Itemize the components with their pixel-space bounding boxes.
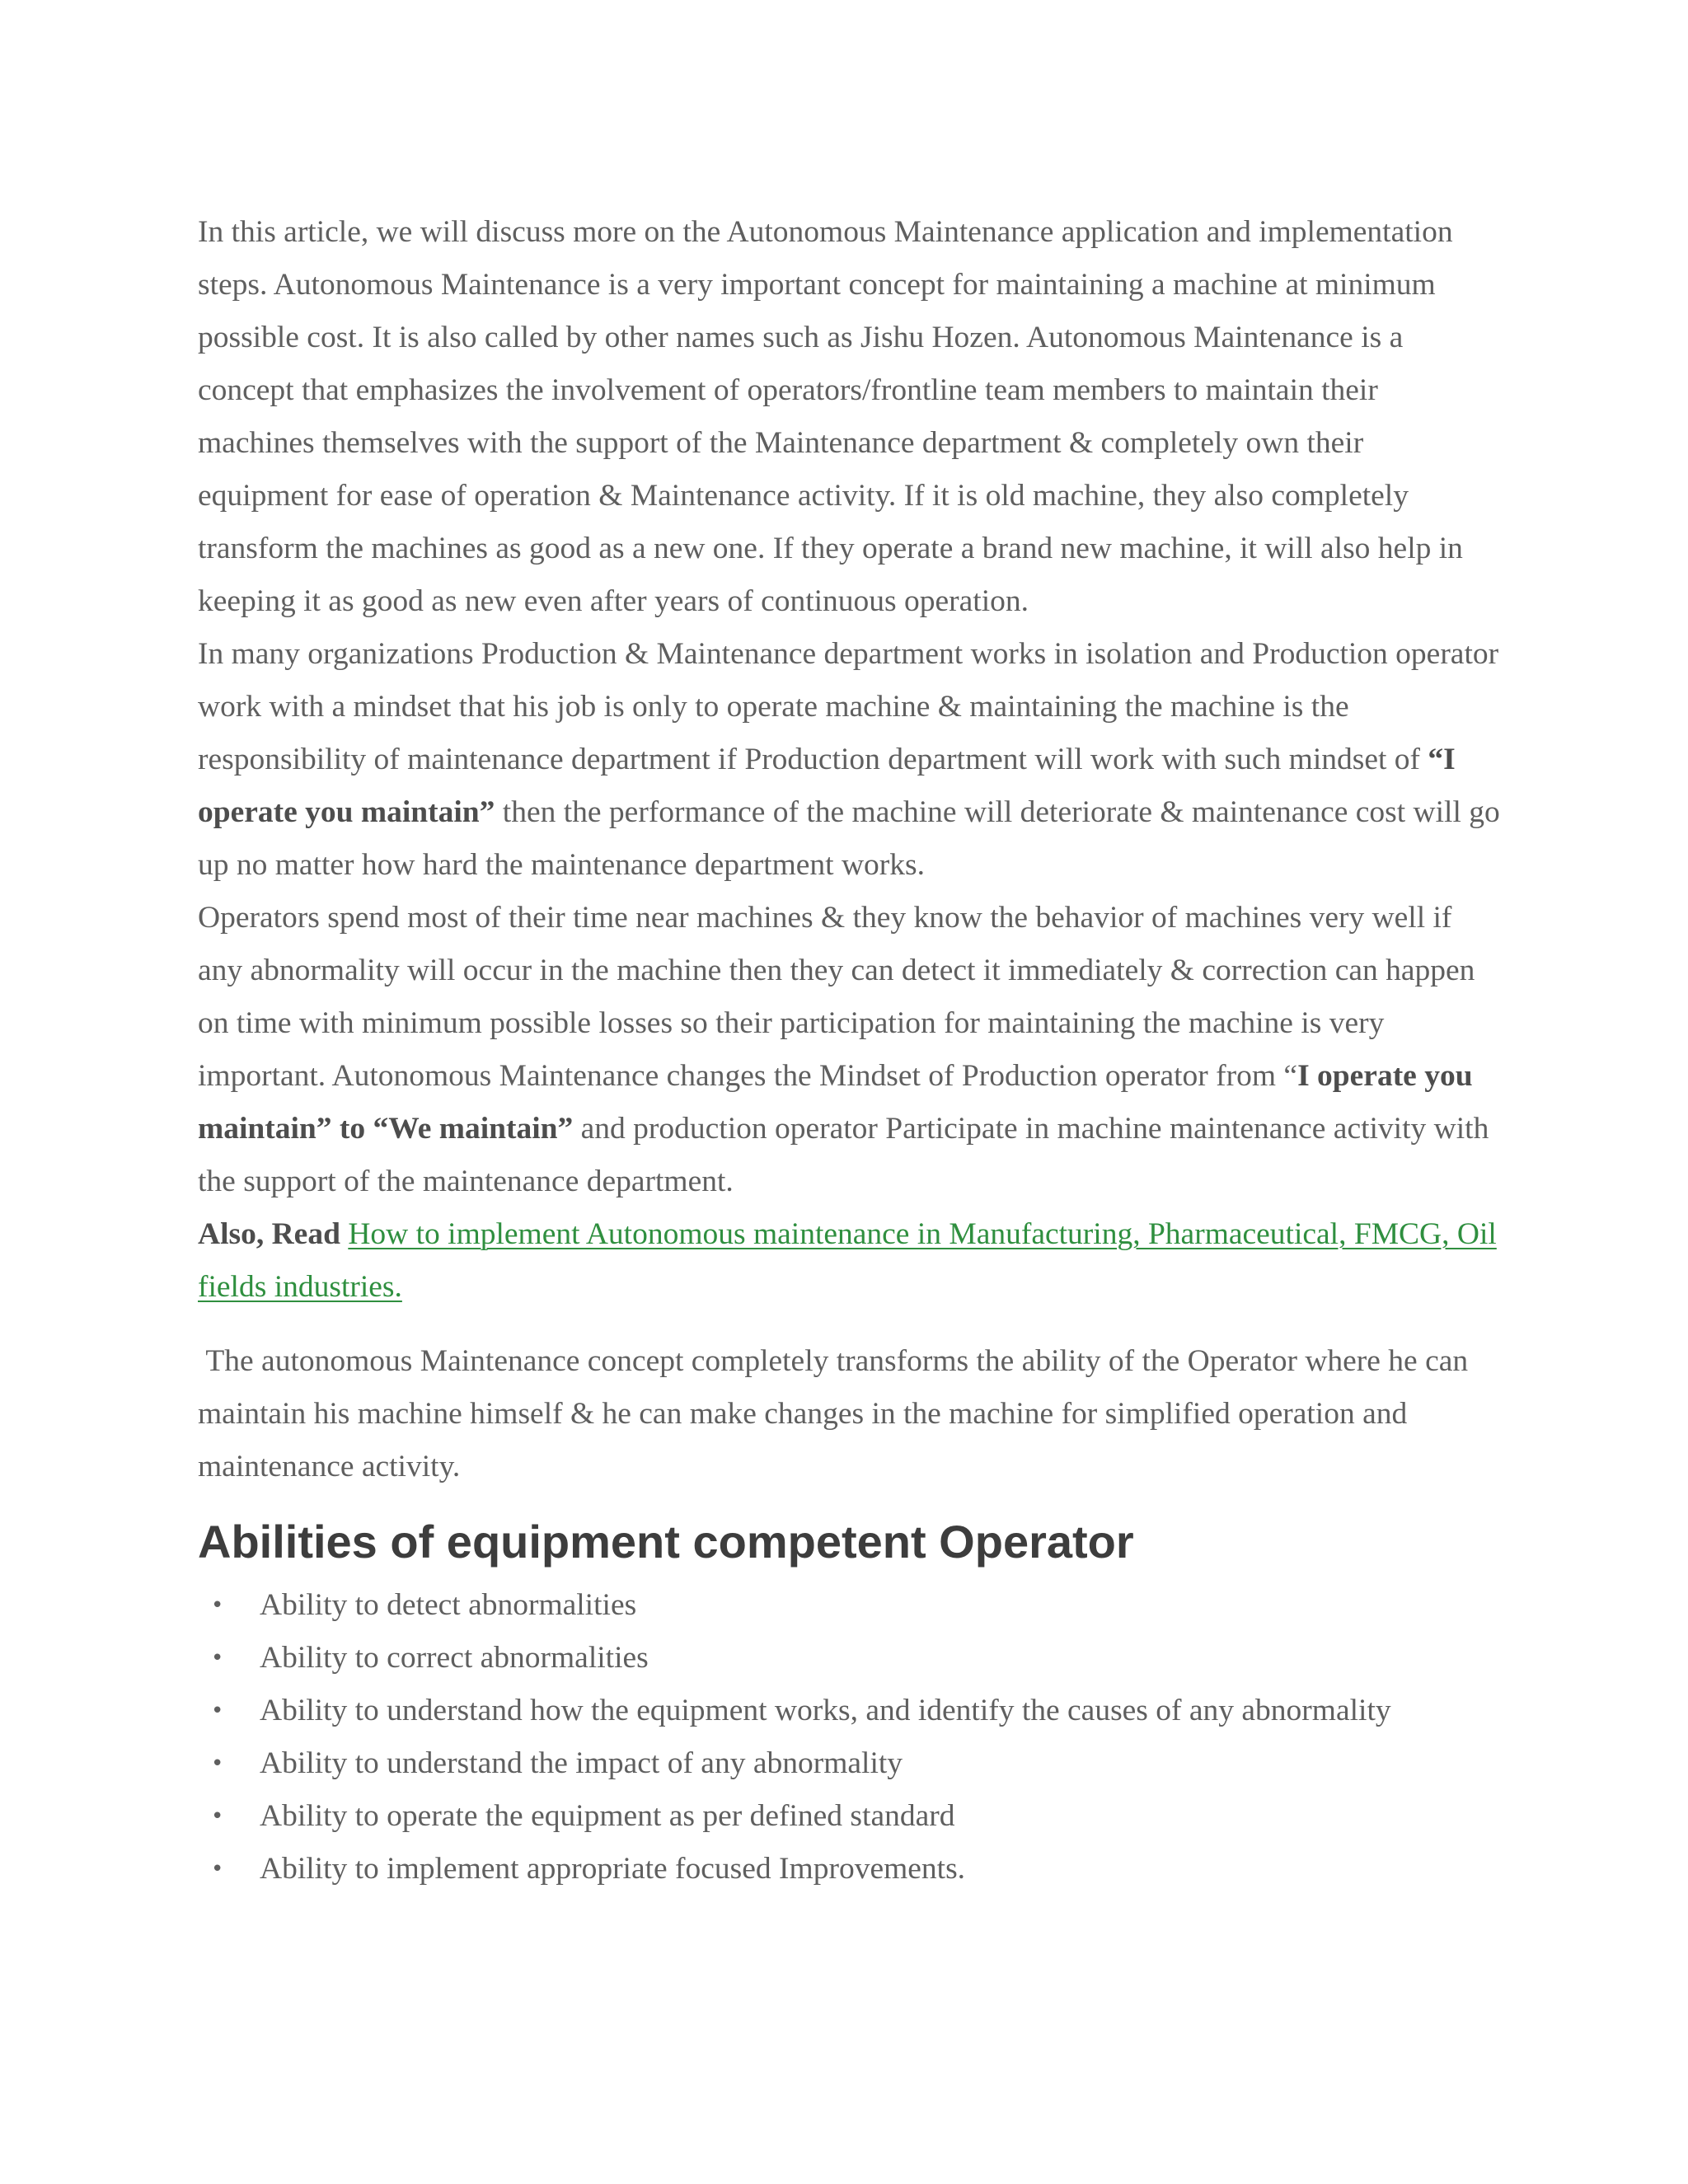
article-body (198, 206, 1500, 1896)
bullet-icon: • (211, 1804, 224, 1829)
bullet-icon: • (211, 1593, 224, 1618)
also-read-link[interactable]: How to implement Autonomous maintenance in Manufacturing, Pharmaceutical, FMCG, Oil fields industries. (198, 1217, 1497, 1304)
list-item-text: Ability to implement appropriate focused Improvements. (260, 1852, 966, 1886)
also-read-label: Also, Read (198, 1217, 340, 1251)
list-item (198, 1843, 1500, 1896)
operators-bold-quote: I operate you maintain” to “We maintain” (198, 1059, 1473, 1146)
list-item-text: Ability to understand the impact of any abnormality (260, 1746, 903, 1780)
bullet-icon: • (211, 1646, 224, 1671)
operators-text-start: Operators spend most of their time near machines & they know the behavior of machines very well if any abnormality will occur in the machine then they can detect it immediately & correction can happen on time with minimum possible losses so their participation for maintaining the machine is very important. Autonomous Maintenance changes the Mindset of Production operator from “ (198, 901, 1475, 1093)
list-item-text: Ability to detect abnormalities (260, 1588, 637, 1622)
operators-text-end: and production operator Participate in machine maintenance activity with the support of the maintenance department. (198, 1112, 1489, 1198)
isolation-bold-quote: “I operate you maintain” (198, 743, 1456, 829)
bullet-icon: • (211, 1699, 224, 1723)
list-item (198, 1632, 1500, 1685)
operators-paragraph (198, 892, 1500, 1208)
bullet-icon: • (211, 1751, 224, 1776)
abilities-list (198, 1579, 1500, 1896)
list-item-text: Ability to operate the equipment as per defined standard (260, 1799, 955, 1833)
list-item (198, 1790, 1500, 1843)
transform-paragraph: The autonomous Maintenance concept completely transforms the ability of the Operator where he can maintain his machine himself & he can make changes in the machine for simplified operation and maintenance activity. (198, 1344, 1469, 1483)
list-item (198, 1685, 1500, 1737)
list-item (198, 1737, 1500, 1790)
section-heading: Abilities of equipment competent Operator (198, 1516, 1134, 1568)
intro-paragraph: In this article, we will discuss more on the Autonomous Maintenance application and implementation steps. Autonomous Maintenance is a very important concept for maintaining a machine at minimum possible cost. It is also called by other names such as Jishu Hozen. Autonomous Maintenance is a concept that emphasizes the involvement of operators/frontline team members to maintain their machines themselves with the support of the Maintenance department & completely own their equipment for ease of operation & Maintenance activity. If it is old machine, they also completely transform the machines as good as a new one. If they operate a brand new machine, it will also help in keeping it as good as new even after years of continuous operation. (198, 215, 1463, 618)
list-item-text: Ability to correct abnormalities (260, 1641, 649, 1675)
isolation-text-end: then the performance of the machine will deteriorate & maintenance cost will go up no matter how hard the maintenance department works. (198, 795, 1500, 882)
list-item (198, 1579, 1500, 1632)
isolation-text-start: In many organizations Production & Maintenance department works in isolation and Production operator work with a mindset that his job is only to operate machine & maintaining the machine is the responsibility of maintenance department if Production department will work with such mindset of (198, 637, 1499, 776)
bullet-icon: • (211, 1857, 224, 1882)
isolation-paragraph (198, 628, 1500, 892)
also-read-line (198, 1208, 1500, 1314)
list-item-text: Ability to understand how the equipment works, and identify the causes of any abnormality (260, 1694, 1391, 1727)
